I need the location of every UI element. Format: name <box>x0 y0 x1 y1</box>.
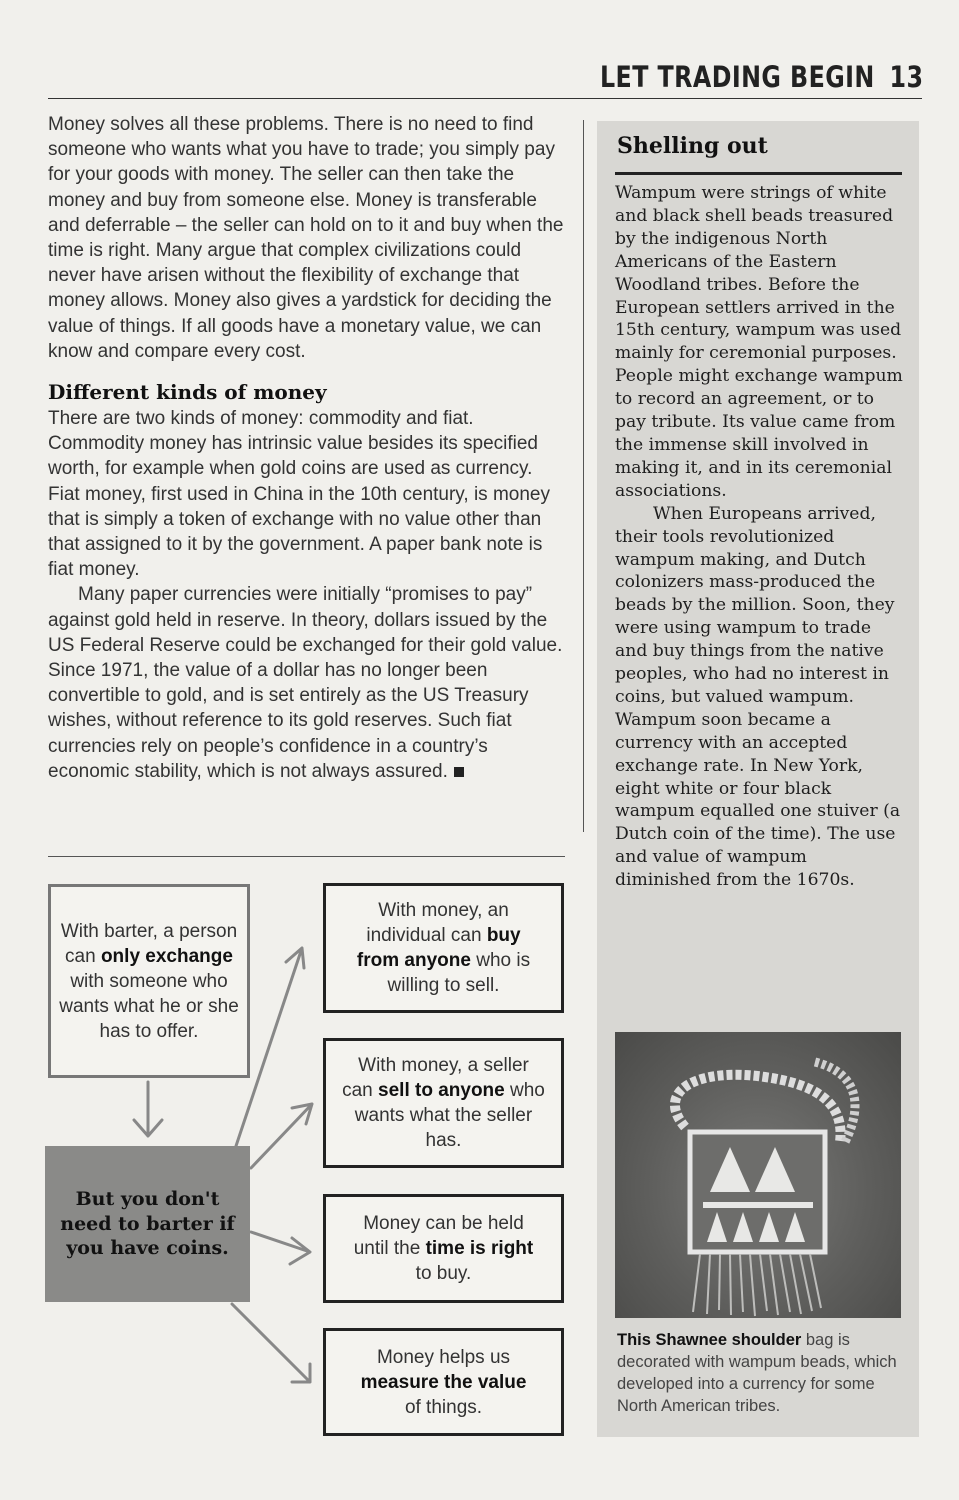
barter-text-bold: only exchange <box>100 945 233 967</box>
box-3-pre: Money can be held until the <box>353 1213 524 1259</box>
column-divider <box>583 120 584 832</box>
box-2-post: who wants what the seller has. <box>354 1080 545 1151</box>
body-paragraph-3 <box>48 582 568 784</box>
wampum-bag-photo <box>615 1032 901 1318</box>
wampum-bag-illustration <box>615 1032 901 1318</box>
measure-value-box <box>323 1328 564 1436</box>
arrow-to-sell <box>251 1104 312 1168</box>
barter-text-pre: With barter, a person can <box>60 920 238 967</box>
caption-text: bag is decorated with wampum beads, which developed into a currency for some North American tribes. <box>617 1331 897 1415</box>
diagram-rule <box>48 856 565 857</box>
box-2-text <box>341 1053 546 1153</box>
body-paragraph-2: There are two kinds of money: commodity and fiat. Commodity money has intrinsic value besides its specified worth, for example when gold coins are used as currency. Fiat money, first used in China in the 10th century, is money that is simply a token of exchange with no value other than that assigned to it by the government. A paper bank note is fiat money. <box>48 408 550 581</box>
main-text-column <box>48 112 568 784</box>
arrow-to-measure <box>232 1304 310 1382</box>
arrow-to-time <box>251 1232 310 1264</box>
box-3-post: to buy. <box>415 1263 472 1284</box>
page-number: 13 <box>889 60 923 94</box>
arrow-down <box>134 1082 162 1136</box>
photo-caption <box>617 1329 907 1417</box>
box-4-pre: Money helps us <box>376 1346 511 1368</box>
box-4-text <box>359 1345 529 1420</box>
sidebar-panel <box>597 121 919 1437</box>
box-1-pre: With money, an individual can <box>366 900 509 946</box>
time-is-right-box <box>323 1194 564 1303</box>
box-1-bold: buy from anyone <box>356 925 521 971</box>
sidebar-paragraph-1: Wampum were strings of white and black shell beads treasured by the indigenous North Americans of the Eastern Woodland tribes. Before the European settlers arrived in the 15th century, wampum was used mainly for ceremonial purposes. People might exchange wampum to record an agreement, or to pay tribute. Its value came from the immense skill involved in making it, and in its ceremonial associations. <box>615 183 903 501</box>
box-4-post: of things. <box>404 1396 483 1418</box>
header-rule <box>48 98 922 99</box>
box-3-text <box>344 1211 544 1286</box>
sidebar-title: Shelling out <box>617 133 768 159</box>
barter-text-post: with someone who wants what he or she has to offer. <box>59 970 239 1042</box>
sidebar-text <box>615 182 907 892</box>
sidebar-paragraph-2: When Europeans arrived, their tools revolutionized wampum making, and Dutch colonizers mass-produced the beads by the million. Soon, they were using wampum to trade and buy things from the native peoples, who had no interest in coins, but valued wampum. Wampum soon became a currency with an accepted exchange rate. In New York, eight white or four black wampum equalled one stuiver (a Dutch coin of the time). The use and value of wampum diminished from the 1670s. <box>615 503 901 891</box>
sell-to-anyone-box <box>323 1038 564 1168</box>
box-1-post: who is willing to sell. <box>387 950 531 996</box>
sidebar-title-rule <box>615 172 902 175</box>
barter-box <box>48 884 250 1078</box>
box-3-bold: time is right <box>425 1238 534 1259</box>
coins-box <box>45 1146 250 1302</box>
running-header <box>600 60 923 94</box>
end-mark <box>454 767 464 777</box>
body-paragraph-1: Money solves all these problems. There is no need to find someone who wants what you have to trade; you simply pay for your goods with money. The seller can then take the money and buy from someone else. Money is transferable and deferrable – the seller can hold on to it and buy when the time is right. Many argue that complex civilizations could never have arisen without the flexibility of exchange that money allows. Money also gives a yardstick for deciding the value of things. If all goods have a monetary value, we can know and compare every cost. <box>48 114 564 362</box>
barter-text <box>51 919 247 1044</box>
box-4-bold: measure the value <box>360 1371 527 1393</box>
coins-text: But you don't need to barter if you have coins. <box>60 1188 235 1260</box>
section-heading: Different kinds of money <box>48 380 327 405</box>
buy-from-anyone-box <box>323 883 564 1013</box>
box-1-text <box>344 898 544 998</box>
box-2-pre: With money, a seller can <box>342 1055 529 1101</box>
chapter-title: LET TRADING BEGIN <box>599 60 875 94</box>
box-2-bold: sell to anyone <box>378 1080 505 1101</box>
caption-bold: This Shawnee shoulder <box>617 1331 802 1349</box>
body-paragraph-3-text: Many paper currencies were initially “promises to pay” against gold held in reserve. In theory, dollars issued by the US Federal Reserve could be exchanged for their gold value. Since 1971, the value of a dollar has no longer been convertible to gold, and is set entirely as the US Treasury wishes, without reference to its gold reserves. Such fiat currencies rely on people’s confidence in a country’s economic stability, which is not always assured. <box>48 584 563 782</box>
